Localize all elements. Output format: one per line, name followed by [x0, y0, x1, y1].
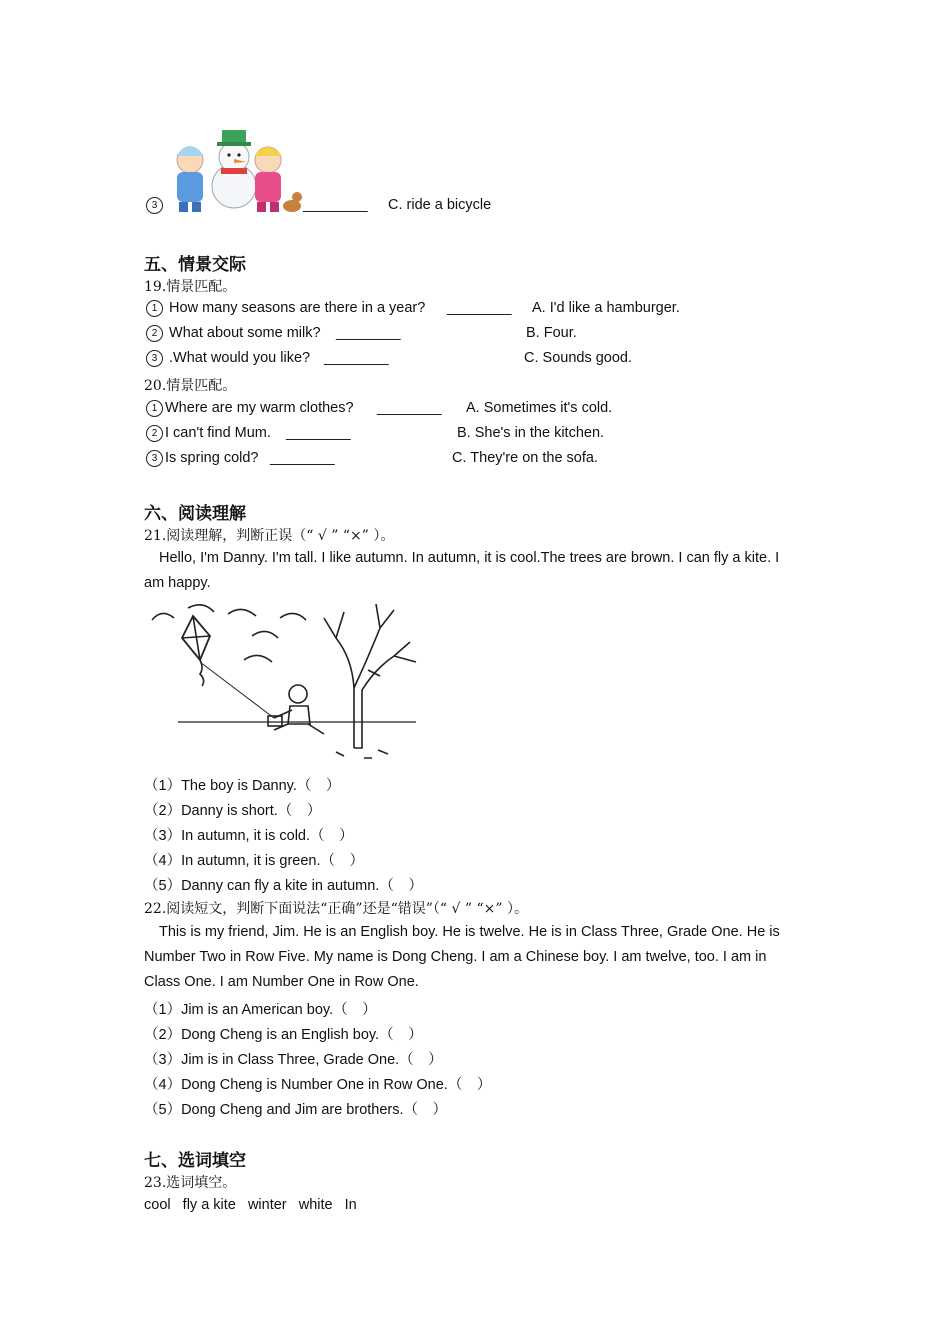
q20-row-1-blank[interactable]: ________	[377, 400, 442, 416]
q21-label: 21.阅读理解，判断正误（“ √ ” “×” ）。	[144, 528, 395, 544]
q22-item-1: （1）Jim is an American boy.（ ）	[144, 1002, 377, 1018]
q22-item-4: （4）Dong Cheng is Number One in Row One.（ ）	[144, 1077, 492, 1093]
q19-row-3-option: C. Sounds good.	[524, 350, 633, 366]
q22-item-3: （3）Jim is in Class Three, Grade One.（ ）	[144, 1052, 443, 1068]
q23-label: 23.选词填空。	[144, 1175, 237, 1191]
q19-row-3-question: .What would you like?	[169, 350, 311, 366]
q23-word-bank: cool fly a kite winter white In	[144, 1197, 357, 1213]
q20-row-2-option: B. She's in the kitchen.	[457, 425, 605, 441]
boy-flying-kite-illustration	[148, 598, 424, 768]
q19-row-2: 2 What about some milk?	[146, 325, 321, 342]
q21-item-1: （1）The boy is Danny.（ ）	[144, 778, 341, 794]
section6-title: 六、阅读理解	[144, 504, 246, 524]
q21-item-3: （3）In autumn, it is cold.（ ）	[144, 828, 354, 844]
top-item-option: C. ride a bicycle	[388, 197, 492, 213]
q19-row-2-question: What about some milk?	[169, 325, 321, 341]
q22-item-5: （5）Dong Cheng and Jim are brothers.（ ）	[144, 1102, 448, 1118]
q21-item-4: （4）In autumn, it is green.（ ）	[144, 853, 364, 869]
q19-row-1-blank[interactable]: ________	[447, 300, 512, 316]
q22-passage: This is my friend, Jim. He is an English boy. He is twelve. He is in Class Three, Grade One. He is Number Two in Row Five. My name is Dong Cheng. I am a Chinese boy. I am twelve, too. I am in Class One. I am Number One in Row One.	[144, 924, 780, 990]
q19-row-1-question: How many seasons are there in a year?	[169, 300, 426, 316]
q20-row-3-blank[interactable]: ________	[270, 450, 335, 466]
q19-row-1-option: A. I'd like a hamburger.	[532, 300, 680, 316]
q20-row-1-option: A. Sometimes it's cold.	[466, 400, 613, 416]
q20-row-3-question: Is spring cold?	[165, 450, 259, 466]
q19-row-2-blank[interactable]: ________	[336, 325, 401, 341]
q19-row-3: 3 .What would you like?	[146, 350, 310, 367]
q22-label: 22.阅读短文，判断下面说法“正确”还是“错误”（“ √ ” “×” ）。	[144, 901, 528, 917]
top-item-blank[interactable]: ________	[303, 197, 368, 213]
q20-row-1-question: Where are my warm clothes?	[165, 400, 354, 416]
q19-row-1: 1 How many seasons are there in a year?	[146, 300, 425, 317]
q19-row-2-option: B. Four.	[526, 325, 577, 341]
q20-row-2: 2 I can't find Mum.	[146, 425, 271, 442]
q19-label: 19.情景匹配。	[144, 279, 237, 295]
q21-passage: Hello, I'm Danny. I'm tall. I like autumn. In autumn, it is cool.The trees are brown. I can fly a kite. I am happy.	[144, 550, 780, 591]
q21-item-5: （5）Danny can fly a kite in autumn.（ ）	[144, 878, 423, 894]
q20-row-3-option: C. They're on the sofa.	[452, 450, 598, 466]
q20-label: 20.情景匹配。	[144, 378, 237, 394]
q19-row-3-blank[interactable]: ________	[324, 350, 389, 366]
q20-row-2-question: I can't find Mum.	[165, 425, 271, 441]
snowman-children-illustration	[166, 124, 304, 216]
q21-item-2: （2）Danny is short.（ ）	[144, 803, 322, 819]
q20-row-2-blank[interactable]: ________	[286, 425, 351, 441]
q22-item-2: （2）Dong Cheng is an English boy.（ ）	[144, 1027, 423, 1043]
section5-title: 五、情景交际	[144, 255, 246, 275]
q20-row-1: 1 Where are my warm clothes?	[146, 400, 354, 417]
section7-title: 七、选词填空	[144, 1151, 246, 1171]
top-item-number: 3	[146, 197, 165, 214]
q20-row-3: 3 Is spring cold?	[146, 450, 259, 467]
